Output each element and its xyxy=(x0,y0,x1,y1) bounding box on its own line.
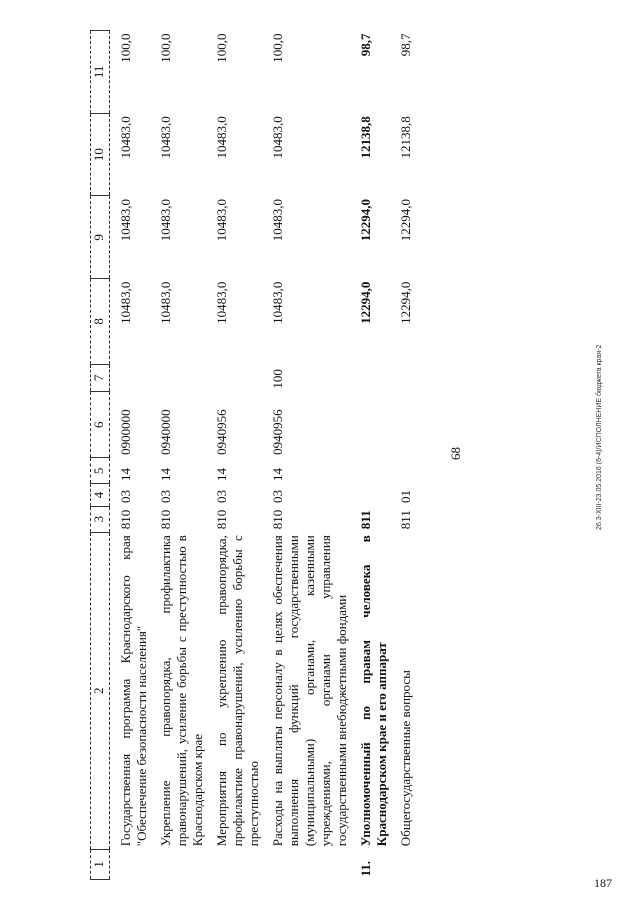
row-cell-c9: 10483,0 xyxy=(214,198,229,242)
header-cell: 7 xyxy=(91,364,110,392)
row-cell-c10: 10483,0 xyxy=(270,116,285,159)
header-cell: 6 xyxy=(91,392,110,458)
rotated-table-container xyxy=(90,30,530,880)
row-description: Уполномоченный по правам человека в Краснодарском крае и его аппарат xyxy=(358,535,389,847)
row-cell-c6: 0940000 xyxy=(158,409,173,455)
row-cell-num: 11. xyxy=(358,860,373,877)
row-cell-c7 xyxy=(206,364,262,392)
row-cell-c10: 12138,8 xyxy=(398,116,413,159)
side-note-text: 26.3-XIII-23.05.2016 (6-4)/ИСПОЛНЕНИЕ бюджета края-2 xyxy=(596,344,603,530)
row-cell-c7: 100 xyxy=(270,369,285,389)
row-cell-c6: 0940956 xyxy=(270,409,285,455)
row-cell-num xyxy=(110,849,151,879)
header-cell: 9 xyxy=(91,196,110,279)
row-cell-c3: 810 xyxy=(158,509,173,530)
row-cell-c8: 12294,0 xyxy=(358,281,373,324)
header-cell: 8 xyxy=(91,279,110,364)
row-cell-c11: 100,0 xyxy=(270,33,285,63)
row-cell-c10: 10483,0 xyxy=(214,116,229,159)
page-number-text: 68 xyxy=(448,447,463,460)
side-note xyxy=(596,50,608,550)
row-description: Государственная программа Краснодарского края "Обеспечение безопасности населения" xyxy=(118,535,149,847)
table-row xyxy=(350,31,390,880)
row-cell-c7 xyxy=(110,364,151,392)
table-body xyxy=(110,31,415,880)
row-cell-c10: 12138,8 xyxy=(358,116,373,159)
table-row xyxy=(262,31,350,880)
row-cell-c3: 811 xyxy=(398,510,413,530)
row-cell-c3: 810 xyxy=(118,509,133,530)
row-cell-c6: 0940956 xyxy=(214,409,229,455)
header-cell: 3 xyxy=(91,506,110,532)
row-cell-c4: 03 xyxy=(158,490,173,504)
bottom-left-number: 187 xyxy=(594,876,612,890)
row-cell-c7 xyxy=(390,364,414,392)
row-cell-c9: 12294,0 xyxy=(358,198,373,242)
row-cell-c7 xyxy=(150,364,206,392)
row-cell-c8: 10483,0 xyxy=(270,281,285,324)
row-cell-c4: 03 xyxy=(118,490,133,504)
row-cell-c8: 12294,0 xyxy=(398,281,413,324)
table-row xyxy=(390,31,414,880)
row-cell-c5: 14 xyxy=(158,467,173,481)
row-cell-c5: 14 xyxy=(270,467,285,481)
row-cell-num xyxy=(390,849,414,879)
row-cell-c4: 03 xyxy=(270,490,285,504)
row-cell-c11: 98,7 xyxy=(398,33,413,57)
row-cell-c3: 811 xyxy=(358,510,373,530)
row-cell-c4: 03 xyxy=(214,490,229,504)
row-description: Общегосударственные вопросы xyxy=(398,670,413,847)
header-cell: 11 xyxy=(91,31,110,114)
row-cell-c11: 100,0 xyxy=(118,33,133,63)
header-cell: 5 xyxy=(91,458,110,484)
header-cell: 2 xyxy=(91,532,110,849)
table-row xyxy=(110,31,151,880)
row-cell-c5: 14 xyxy=(214,467,229,481)
header-cell: 10 xyxy=(91,113,110,196)
row-cell-c5 xyxy=(390,458,414,484)
row-cell-c5 xyxy=(350,458,390,484)
table-header-row xyxy=(91,31,110,880)
row-cell-c8: 10483,0 xyxy=(158,281,173,324)
row-cell-c9: 10483,0 xyxy=(270,198,285,242)
row-cell-c7 xyxy=(350,364,390,392)
row-cell-c6 xyxy=(390,392,414,458)
row-cell-c3: 810 xyxy=(270,509,285,530)
row-cell-c6: 0900000 xyxy=(118,409,133,455)
budget-table xyxy=(90,30,414,880)
row-cell-num xyxy=(206,849,262,879)
table-row xyxy=(150,31,206,880)
header-cell: 1 xyxy=(91,849,110,879)
row-cell-c9: 12294,0 xyxy=(398,198,413,242)
row-cell-c9: 10483,0 xyxy=(118,198,133,242)
row-cell-c10: 10483,0 xyxy=(118,116,133,159)
row-cell-num xyxy=(262,849,350,879)
row-cell-c11: 98,7 xyxy=(358,33,373,57)
row-cell-c3: 810 xyxy=(214,509,229,530)
row-description: Мероприятия по укреплению правопорядка, профилактике правонарушений, усилению борьбы с преступностью xyxy=(214,535,261,847)
row-cell-c6 xyxy=(350,392,390,458)
row-cell-c11: 100,0 xyxy=(158,33,173,63)
row-cell-num xyxy=(150,849,206,879)
row-description: Укрепление правопорядка, профилактика правонарушений, усиление борьбы с преступностью в Краснодарском крае xyxy=(158,535,205,847)
row-cell-c4: 01 xyxy=(398,490,413,504)
header-cell: 4 xyxy=(91,484,110,506)
row-cell-c8: 10483,0 xyxy=(118,281,133,324)
row-description: Расходы на выплаты персоналу в целях обеспечения выполнения функций государственными (муниципальными) органами, казенными учреждениями, органами управления государственными внебюджетными фондами xyxy=(270,535,349,847)
row-cell-c8: 10483,0 xyxy=(214,281,229,324)
row-cell-c9: 10483,0 xyxy=(158,198,173,242)
row-cell-c10: 10483,0 xyxy=(158,116,173,159)
row-cell-c5: 14 xyxy=(118,467,133,481)
row-cell-c11: 100,0 xyxy=(214,33,229,63)
table-row xyxy=(206,31,262,880)
row-cell-c4 xyxy=(350,484,390,506)
